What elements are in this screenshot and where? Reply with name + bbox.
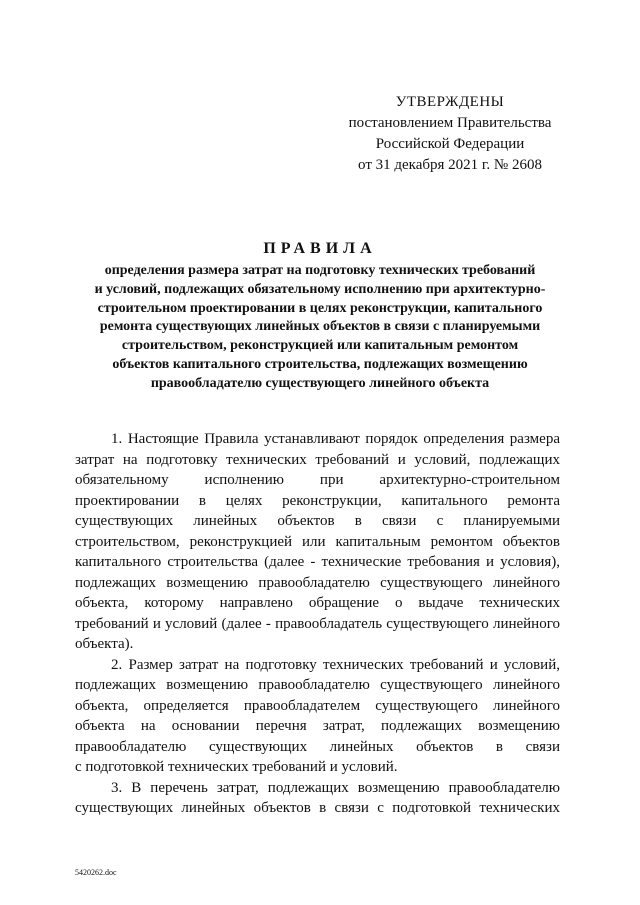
text-line: существующих линейных объектов в связи с планируемыми [75, 513, 560, 529]
paragraph-1 [75, 429, 560, 655]
approval-line: Российской Федерации [375, 136, 525, 152]
text-line: 3. В перечень затрат, подлежащих возмещению правообладателю [111, 779, 560, 796]
text-line: проектировании в целях реконструкции, капитального ремонта [75, 492, 560, 509]
text-line: обязательному исполнению при архитектурно-строительном [75, 472, 560, 488]
file-name-footer: 5420262.doc [75, 868, 117, 877]
subtitle-line: определения размера затрат на подготовку технических требований [104, 263, 536, 278]
approval-block [330, 92, 570, 176]
text-line: требований и условий (далее - правообладатель существующего линейного [75, 615, 560, 632]
subtitle-line: объектов капитального строительства, подлежащих возмещению [112, 356, 528, 372]
subtitle-line: и условий, подлежащих обязательному исполнению при архитектурно- [94, 281, 546, 297]
approval-line: постановлением Правительства [348, 115, 552, 131]
document-subtitle [78, 262, 562, 394]
text-line: 1. Настоящие Правила устанавливают порядок определения размера [111, 431, 560, 447]
subtitle-line: строительном проектировании в целях реконструкции, капитального [97, 300, 543, 316]
text-line: правообладателю существующих линейных объектов в связи [75, 738, 560, 755]
text-line: строительством, реконструкцией или капитальным ремонтом объектов [75, 533, 560, 550]
subtitle-line: строительством, реконструкцией или капитальным ремонтом [121, 338, 519, 354]
subtitle-line: правообладателю существующего линейного объекта [150, 375, 490, 391]
text-line: подлежащих возмещению правообладателю существующего линейного [75, 574, 560, 591]
approval-date-number: от 31 декабря 2021 г. № 2608 [358, 157, 542, 173]
document-title: ПРАВИЛА [263, 240, 377, 257]
text-line: с подготовкой технических требований и условий. [75, 759, 398, 775]
text-line: объекта, которому направлено обращение о выдаче технических [75, 595, 560, 611]
text-line: капитального строительства (далее - технические требования и условия), [75, 554, 560, 570]
approval-title: УТВЕРЖДЕНЫ [395, 94, 505, 110]
text-line: объекта, определяется правообладателем существующего линейного [75, 697, 560, 714]
text-line: подлежащих возмещению правообладателю существующего линейного [75, 677, 560, 693]
document-body [75, 429, 560, 819]
paragraph-3 [75, 778, 560, 819]
paragraph-2 [75, 655, 560, 778]
text-line: существующих линейных объектов в связи с подготовкой технических [75, 800, 560, 816]
text-line: объекта). [75, 636, 134, 652]
text-line: 2. Размер затрат на подготовку технических требований и условий, [111, 656, 560, 673]
subtitle-line: ремонта существующих линейных объектов в связи с планируемыми [99, 319, 541, 335]
text-line: затрат на подготовку технических требований и условий, подлежащих [75, 451, 560, 468]
text-line: объекта на основании перечня затрат, подлежащих возмещению [75, 718, 560, 734]
